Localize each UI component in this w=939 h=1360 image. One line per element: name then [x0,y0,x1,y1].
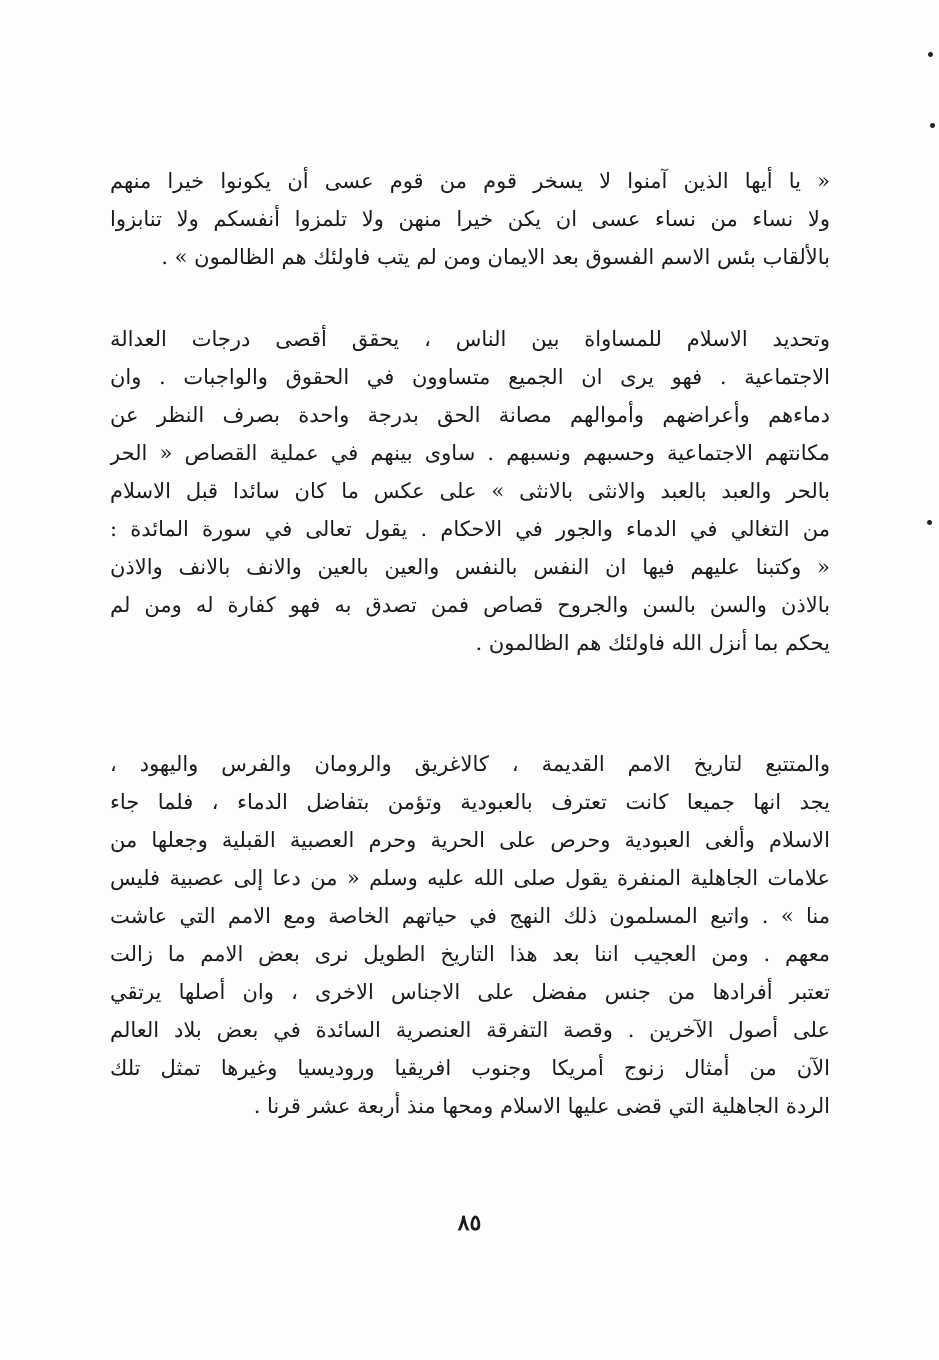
text-line: علامات الجاهلية المنفرة يقول صلى الله عليه وسلم « من دعا إلى عصبية فليس [110,866,830,890]
text-line: بالحر والعبد بالعبد والانثى بالانثى » على عكس ما كان سائدا قبل الاسلام [110,479,830,503]
text-line: دماءهم وأعراضهم وأموالهم مصانة الحق بدرجة واحدة بصرف النظر عن [110,403,830,427]
text-line: الاجتماعية . فهو يرى ان الجميع متساوون في الحقوق والواجبات . وان [110,365,830,389]
history-paragraph [110,745,830,1125]
margin-speck [927,520,932,525]
text-line: « وكتبنا عليهم فيها ان النفس بالنفس والعين بالعين والانف بالانف والاذن [110,555,830,579]
page-number: ٨٥ [457,1210,482,1236]
text-line: منا » . واتبع المسلمون ذلك النهج في حياتهم الخاصة ومع الامم التي عاشت [110,904,830,928]
text-line: يحكم بما أنزل الله فاولئك هم الظالمون . [475,631,830,655]
text-line: الردة الجاهلية التي قضى عليها الاسلام ومحها منذ أربعة عشر قرنا . [253,1094,830,1118]
text-line: ولا نساء من نساء عسى ان يكن خيرا منهن ولا تلمزوا أنفسكم ولا تنابزوا [110,207,830,231]
margin-speck [928,52,933,57]
text-line: بالألقاب بئس الاسم الفسوق بعد الايمان ومن لم يتب فاولئك هم الظالمون » . [161,245,830,269]
text-line: تعتبر أفرادها من جنس مفضل على الاجناس الاخرى ، وان أصلها يرتقي [110,980,830,1004]
text-line: « يا أيها الذين آمنوا لا يسخر قوم من قوم عسى أن يكونوا خيرا منهم [110,169,830,193]
text-line: الاسلام وألغى العبودية وحرص على الحرية وحرم العصبية القبلية وجعلها من [110,828,830,852]
margin-speck [930,123,935,128]
text-line: والمتتبع لتاريخ الامم القديمة ، كالاغريق والرومان والفرس واليهود ، [110,752,830,776]
text-line: يجد انها جميعا كانت تعترف بالعبودية وتؤمن بتفاضل الدماء ، فلما جاء [110,790,830,814]
text-line: بالاذن والسن بالسن والجروح قصاص فمن تصدق به فهو كفارة له ومن لم [110,593,830,617]
equality-paragraph [110,320,830,662]
quran-quote-paragraph [110,162,830,276]
text-line: الآن من أمثال زنوج أمريكا وجنوب افريقيا وروديسيا وغيرها تمثل تلك [110,1056,830,1080]
text-line: مكانتهم الاجتماعية وحسبهم ونسبهم . ساوى بينهم في عملية القصاص « الحر [110,441,830,465]
text-line: على أصول الآخرين . وقصة التفرقة العنصرية السائدة في بعض بلاد العالم [110,1018,830,1042]
text-line: من التغالي في الدماء والجور في الاحكام . يقول تعالى في سورة المائدة : [110,517,830,541]
text-line: وتحديد الاسلام للمساواة بين الناس ، يحقق أقصى درجات العدالة [110,327,830,351]
text-line: معهم . ومن العجيب اننا بعد هذا التاريخ الطويل نرى بعض الامم ما زالت [110,942,830,966]
